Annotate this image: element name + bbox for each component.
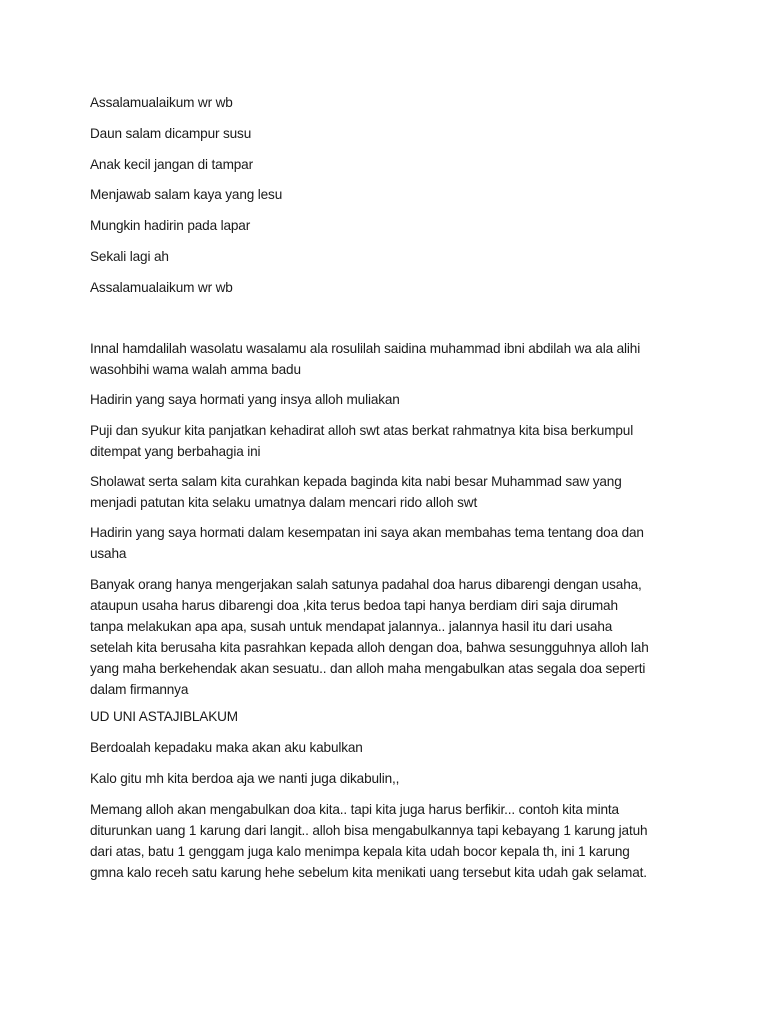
paragraph-gratitude: Puji dan syukur kita panjatkan kehadirat alloh swt atas berkat rahmatnya kita bisa berkumpul ditempat yang berbahagia ini: [90, 423, 634, 459]
paragraph-sholawat: Sholawat serta salam kita curahkan kepada baginda kita nabi besar Muhammad saw yang menjadi patutan kita selaku umatnya dalam mencari rido alloh swt: [90, 474, 622, 510]
paragraph-example: Memang alloh akan mengabulkan doa kita.. tapi kita juga harus berfikir... contoh kita minta diturunkan uang 1 karung dari langit.. alloh bisa mengabulkannya tapi kebayang 1 karung jatuh dari atas, batu 1 genggam juga kalo menimpa kepala kita udah bocor kepala th, ini 1 karung gmna kalo receh satu karung hehe sebelum kita menikati uang tersebut kita udah gak selamat.: [90, 802, 648, 880]
paragraph-theme: Hadirin yang saya hormati dalam kesempatan ini saya akan membahas tema tentang doa dan usaha: [90, 525, 644, 561]
poem-line: Daun salam dicampur susu: [90, 126, 252, 141]
poem-line: Assalamualaikum wr wb: [90, 95, 233, 110]
paragraph-opening-prayer: Innal hamdalilah wasolatu wasalamu ala rosulilah saidina muhammad ibni abdilah wa ala alihi wasohbihi wama walah amma badu: [90, 341, 641, 377]
poem-line: Assalamualaikum wr wb: [90, 280, 233, 295]
paragraph-prayer-and-effort: Banyak orang hanya mengerjakan salah satunya padahal doa harus dibarengi dengan usaha, ataupun usaha harus dibarengi doa ,kita terus bedoa tapi hanya berdiam diri saja dirumah tanpa melakukan apa apa, susah untuk mendapat jalannya.. jalannya hasil itu dari usaha setelah kita berusaha kita pasrahkan kepada alloh dengan doa, bahwa sesungguhnya alloh lah yang maha berkehendak akan sesuatu.. dan alloh maha mengabulkan atas segala doa seperti dalam firmannya: [90, 577, 649, 697]
poem-line: Sekali lagi ah: [90, 249, 169, 264]
paragraph-audience-greeting: Hadirin yang saya hormati yang insya alloh muliakan: [90, 392, 400, 407]
poem-line: Menjawab salam kaya yang lesu: [90, 187, 283, 202]
paragraph-verse-arabic: UD UNI ASTAJIBLAKUM: [90, 709, 238, 724]
paragraph-remark: Kalo gitu mh kita berdoa aja we nanti juga dikabulin,,: [90, 771, 400, 786]
poem-line: Mungkin hadirin pada lapar: [90, 218, 251, 233]
paragraph-verse-translation: Berdoalah kepadaku maka akan aku kabulkan: [90, 740, 363, 755]
poem-line: Anak kecil jangan di tampar: [90, 157, 253, 172]
